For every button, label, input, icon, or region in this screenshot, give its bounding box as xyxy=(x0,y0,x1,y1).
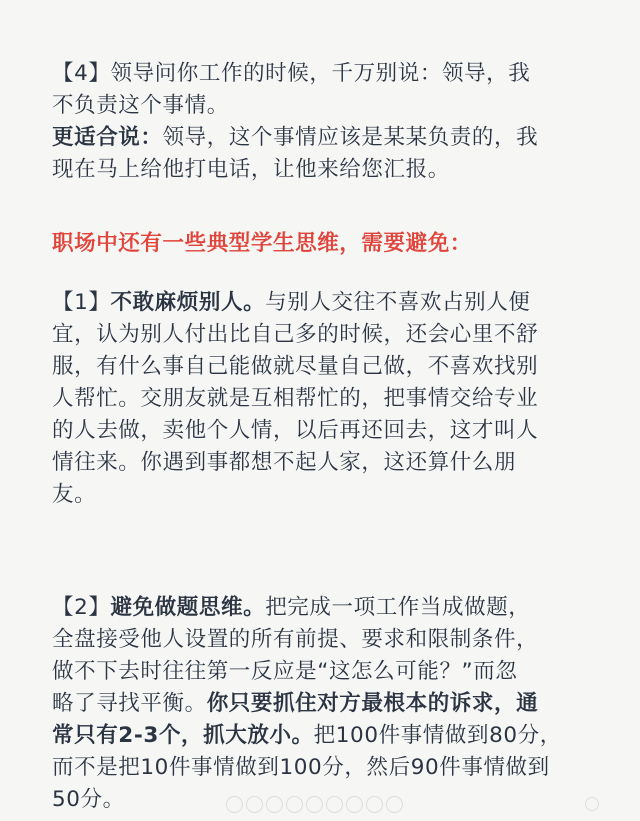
watermark-glyph xyxy=(326,796,343,813)
section-2-emphasis-1: 你只要抓住对方最根本的诉求，通 xyxy=(206,691,539,716)
section-2 xyxy=(52,592,600,816)
section-1-line-3: 服，有什么事自己能做就尽量自己做，不喜欢找别 xyxy=(52,354,539,379)
section-1-line-2: 宜，认为别人付出比自己多的时候，还会心里不舒 xyxy=(52,322,539,347)
section-4-line-2: 不负责这个事情。 xyxy=(52,93,229,118)
watermark xyxy=(226,793,426,815)
watermark-glyph xyxy=(386,796,403,813)
watermark-glyph xyxy=(366,796,383,813)
section-1-line-1 xyxy=(52,287,600,319)
section-1-line-7: 友。 xyxy=(52,482,97,507)
section-2-line-1 xyxy=(52,592,600,624)
section-2-line-4-text: 略了寻找平衡。 xyxy=(52,691,207,716)
section-4-line-3 xyxy=(52,122,600,154)
section-1-line-4: 人帮忙。交朋友就是互相帮忙的，把事情交给专业 xyxy=(52,386,539,411)
section-2-line-6: 而不是把10件事情做到100分，然后90件事情做到 xyxy=(52,755,550,780)
watermark-glyph xyxy=(226,796,243,813)
section-1 xyxy=(52,287,600,511)
section-2-line-7: 50分。 xyxy=(52,787,125,812)
section-4-line-4: 现在马上给他打电话，让他来给您汇报。 xyxy=(52,157,450,182)
better-say-label: 更适合说： xyxy=(52,125,163,150)
watermark-dot xyxy=(585,797,599,811)
section-2-title: 避免做题思维。 xyxy=(110,595,266,620)
section-1-prefix: 【1】 xyxy=(52,290,111,315)
section-1-line-1-text: 与别人交往不喜欢占别人便 xyxy=(265,290,531,315)
watermark-glyph xyxy=(346,796,363,813)
section-2-line-4 xyxy=(52,688,600,720)
section-4 xyxy=(52,58,600,186)
section-2-line-5-text: 把100件事情做到80分， xyxy=(313,723,562,748)
section-2-line-5 xyxy=(52,720,600,752)
section-2-line-2: 全盘接受他人设置的所有前提、要求和限制条件， xyxy=(52,627,539,652)
section-2-line-1-text: 把完成一项工作当成做题， xyxy=(265,595,531,620)
watermark-glyph xyxy=(266,796,283,813)
better-say-text: 领导，这个事情应该是某某负责的，我 xyxy=(162,125,539,150)
watermark-glyph xyxy=(306,796,323,813)
watermark-glyph xyxy=(246,796,263,813)
watermark-glyph xyxy=(286,796,303,813)
section-heading: 职场中还有一些典型学生思维，需要避免： xyxy=(52,231,472,256)
section-2-line-3: 做不下去时往往第一反应是“这怎么可能？”而忽 xyxy=(52,659,518,684)
section-1-line-5: 的人去做，卖他个人情，以后再还回去，这才叫人 xyxy=(52,418,539,443)
section-1-line-6: 情往来。你遇到事都想不起人家，这还算什么朋 xyxy=(52,450,517,475)
section-2-prefix: 【2】 xyxy=(52,595,111,620)
section-2-emphasis-2: 常只有2-3个，抓大放小。 xyxy=(52,723,314,748)
section-1-title: 不敢麻烦别人。 xyxy=(110,290,266,315)
section-4-line-1: 【4】领导问你工作的时候，千万别说：领导，我 xyxy=(52,61,531,86)
